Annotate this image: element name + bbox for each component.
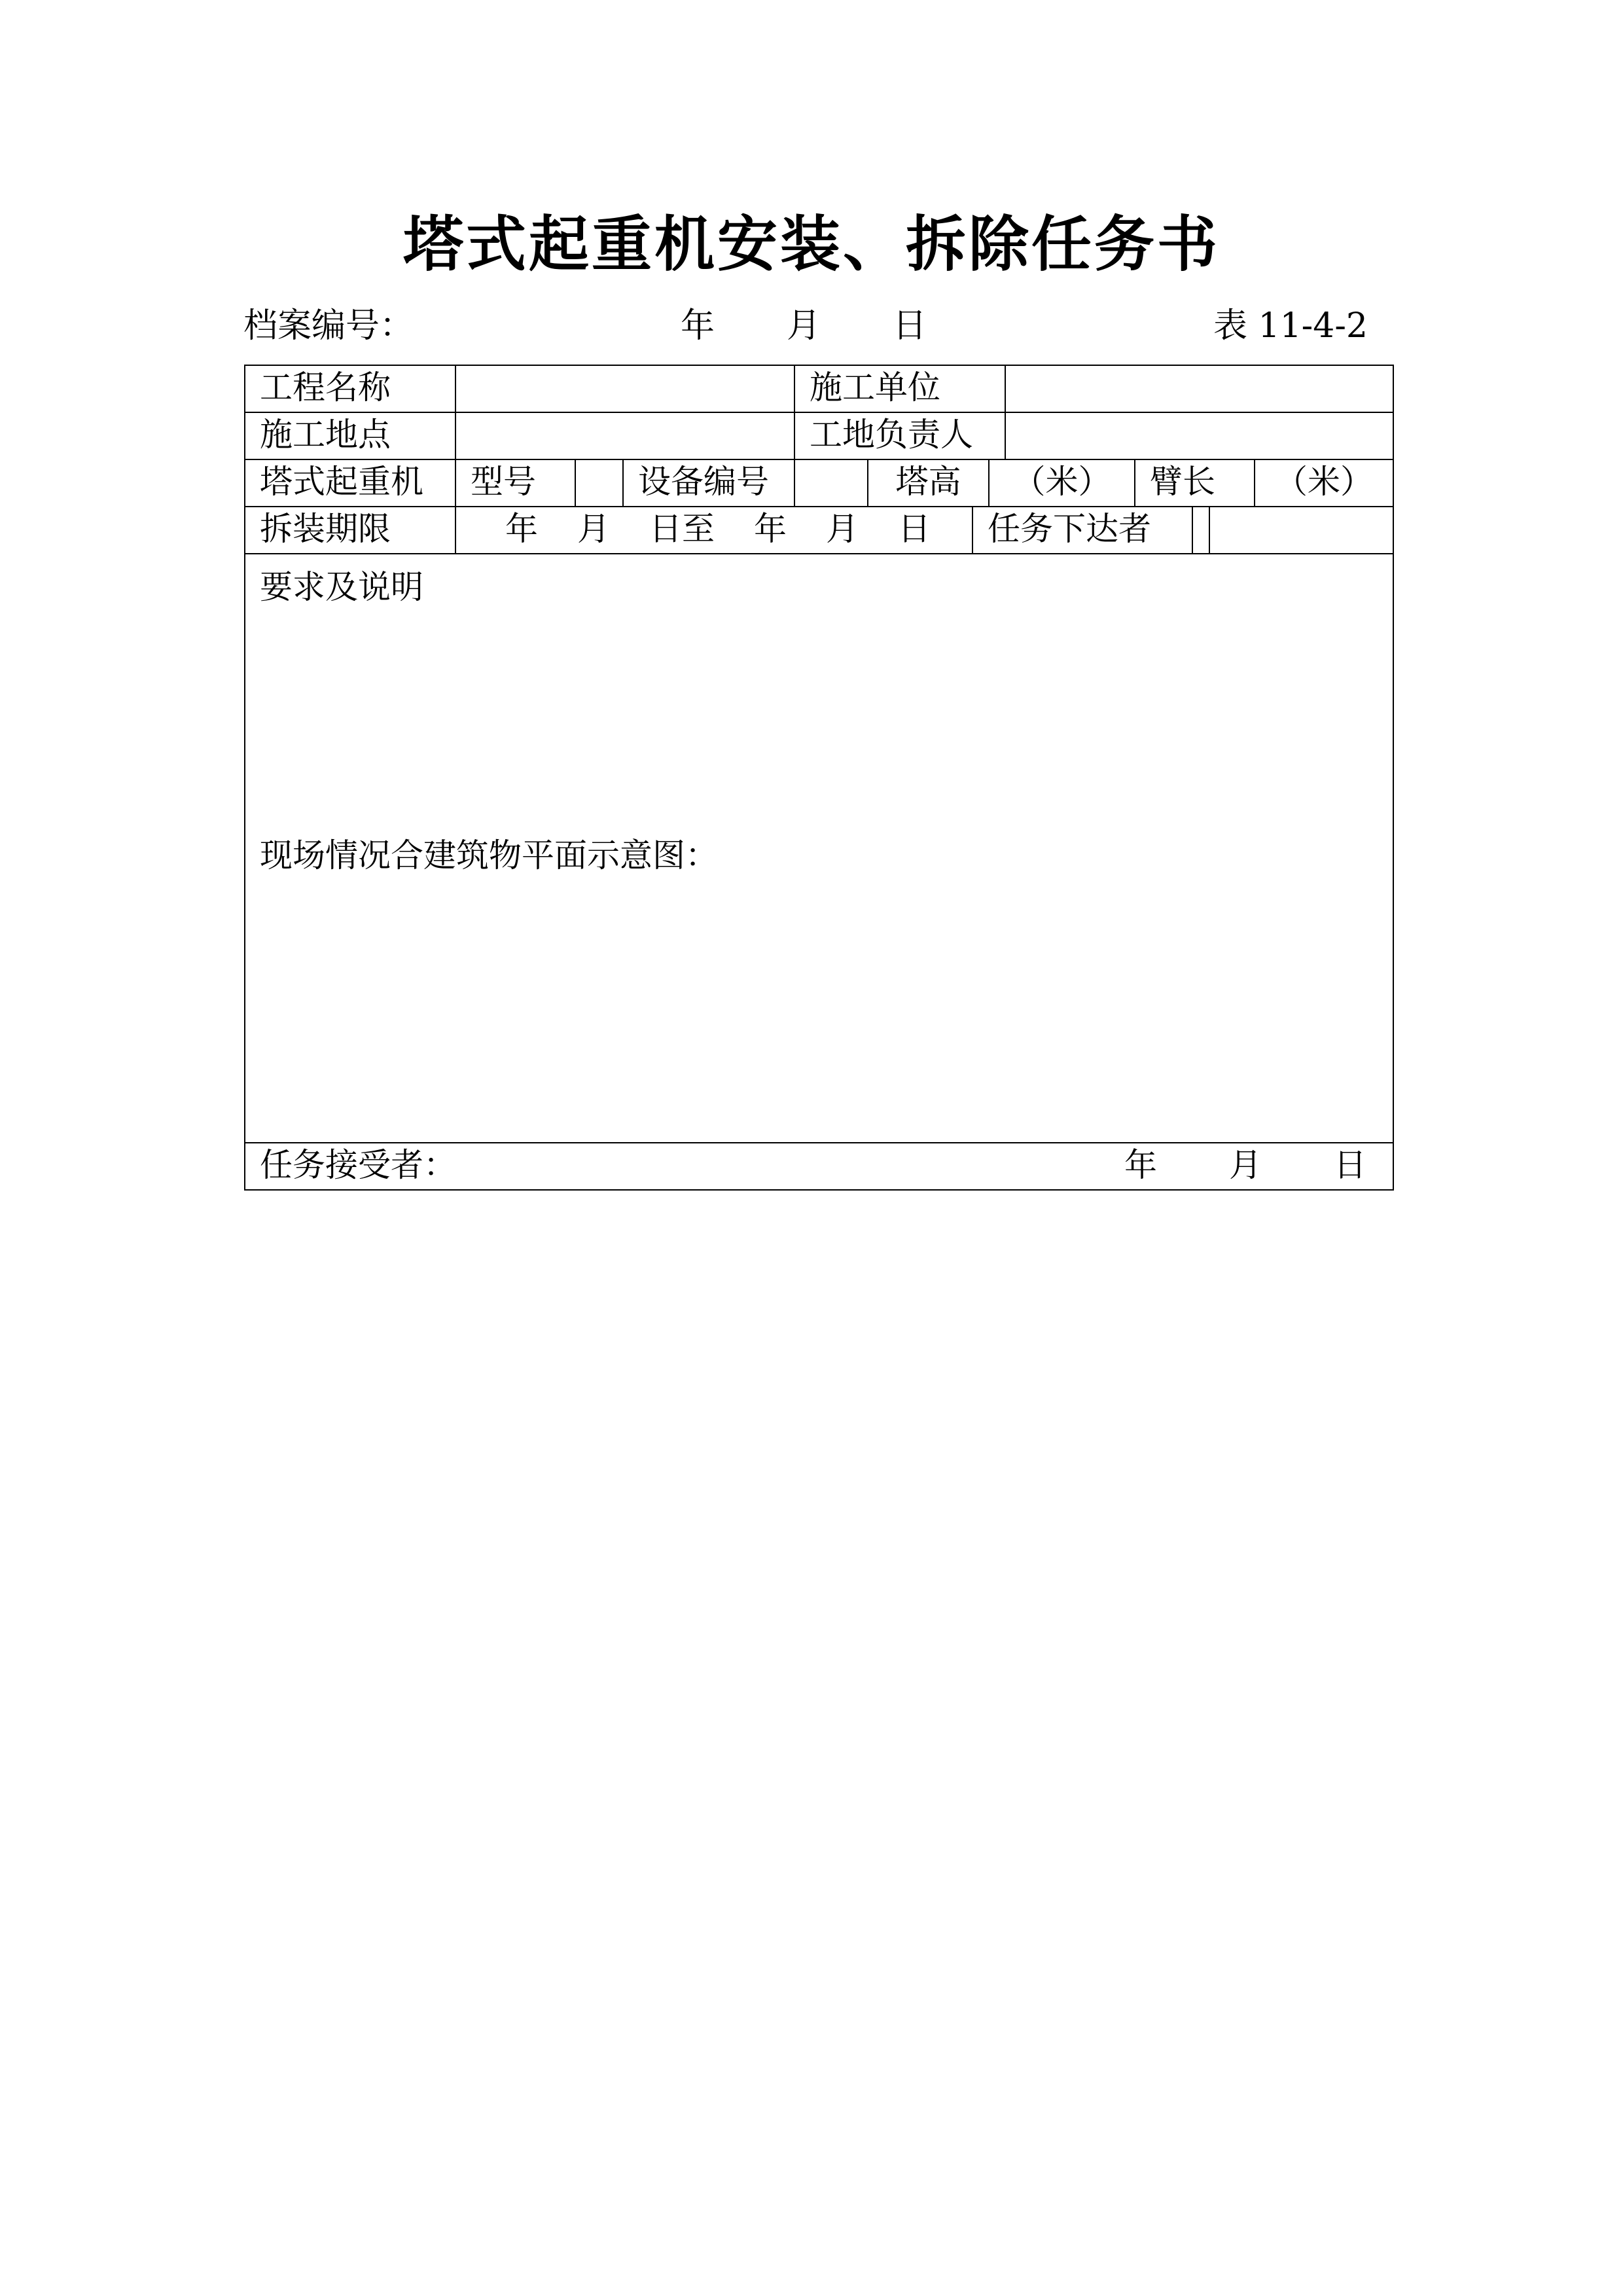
table-row-project: [245, 366, 1393, 413]
header-month: 月: [787, 306, 821, 346]
equipment-number-field[interactable]: [795, 460, 868, 506]
construction-site-label: 施工地点: [245, 413, 456, 459]
task-issuer-label: 任务下达者: [972, 507, 1193, 553]
construction-unit-label: 施工单位: [795, 366, 1006, 412]
table-row-requirements: [245, 554, 1393, 1143]
requirements-label: 要求及说明: [260, 568, 423, 606]
receiver-day: 日: [1334, 1146, 1366, 1184]
dismantle-period-label: 拆装期限: [245, 507, 456, 553]
construction-unit-field[interactable]: [1006, 366, 1393, 412]
header-year: 年: [681, 306, 715, 346]
crane-label: 塔式起重机: [245, 460, 456, 506]
period-year-end: 年: [754, 510, 787, 548]
arm-length-label: 臂长: [1135, 460, 1255, 506]
period-day-end: 日: [898, 510, 931, 548]
table-row-receiver: [245, 1143, 1393, 1189]
document-title: 塔式起重机安装、拆除任务书: [402, 209, 1220, 279]
model-label: 型号: [456, 460, 576, 506]
site-plan-label: 现场情况合建筑物平面示意图：: [260, 836, 718, 874]
project-name-label: 工程名称: [245, 366, 456, 412]
header-day: 日: [893, 306, 927, 346]
table-row-period: [245, 507, 1393, 554]
period-month-end: 月: [826, 510, 859, 548]
receiver-year: 年: [1124, 1146, 1157, 1184]
tower-height-unit: （米）: [990, 460, 1135, 506]
period-year-start: 年: [505, 510, 538, 548]
period-month-start: 月: [577, 510, 610, 548]
construction-site-field[interactable]: [456, 413, 795, 459]
project-name-field[interactable]: [456, 366, 795, 412]
receiver-month: 月: [1229, 1146, 1262, 1184]
equipment-number-label: 设备编号: [624, 460, 795, 506]
header-date: [681, 298, 927, 347]
task-receiver-label: 任务接受者：: [260, 1146, 456, 1184]
tower-height-label: 塔高: [868, 460, 990, 506]
task-issuer-field[interactable]: [1193, 507, 1393, 553]
receiver-date: [1124, 1143, 1366, 1187]
table-number: 表 11-4-2: [1213, 306, 1368, 346]
task-form-table: [244, 365, 1394, 1191]
table-row-site: [245, 413, 1393, 460]
model-field[interactable]: [576, 460, 624, 506]
arm-length-unit: （米）: [1275, 463, 1373, 501]
site-manager-field[interactable]: [1006, 413, 1393, 459]
period-day-to: 日至: [649, 510, 715, 548]
archive-number-label: 档案编号：: [243, 306, 414, 346]
table-row-crane: [245, 460, 1393, 507]
site-manager-label: 工地负责人: [795, 413, 1006, 459]
